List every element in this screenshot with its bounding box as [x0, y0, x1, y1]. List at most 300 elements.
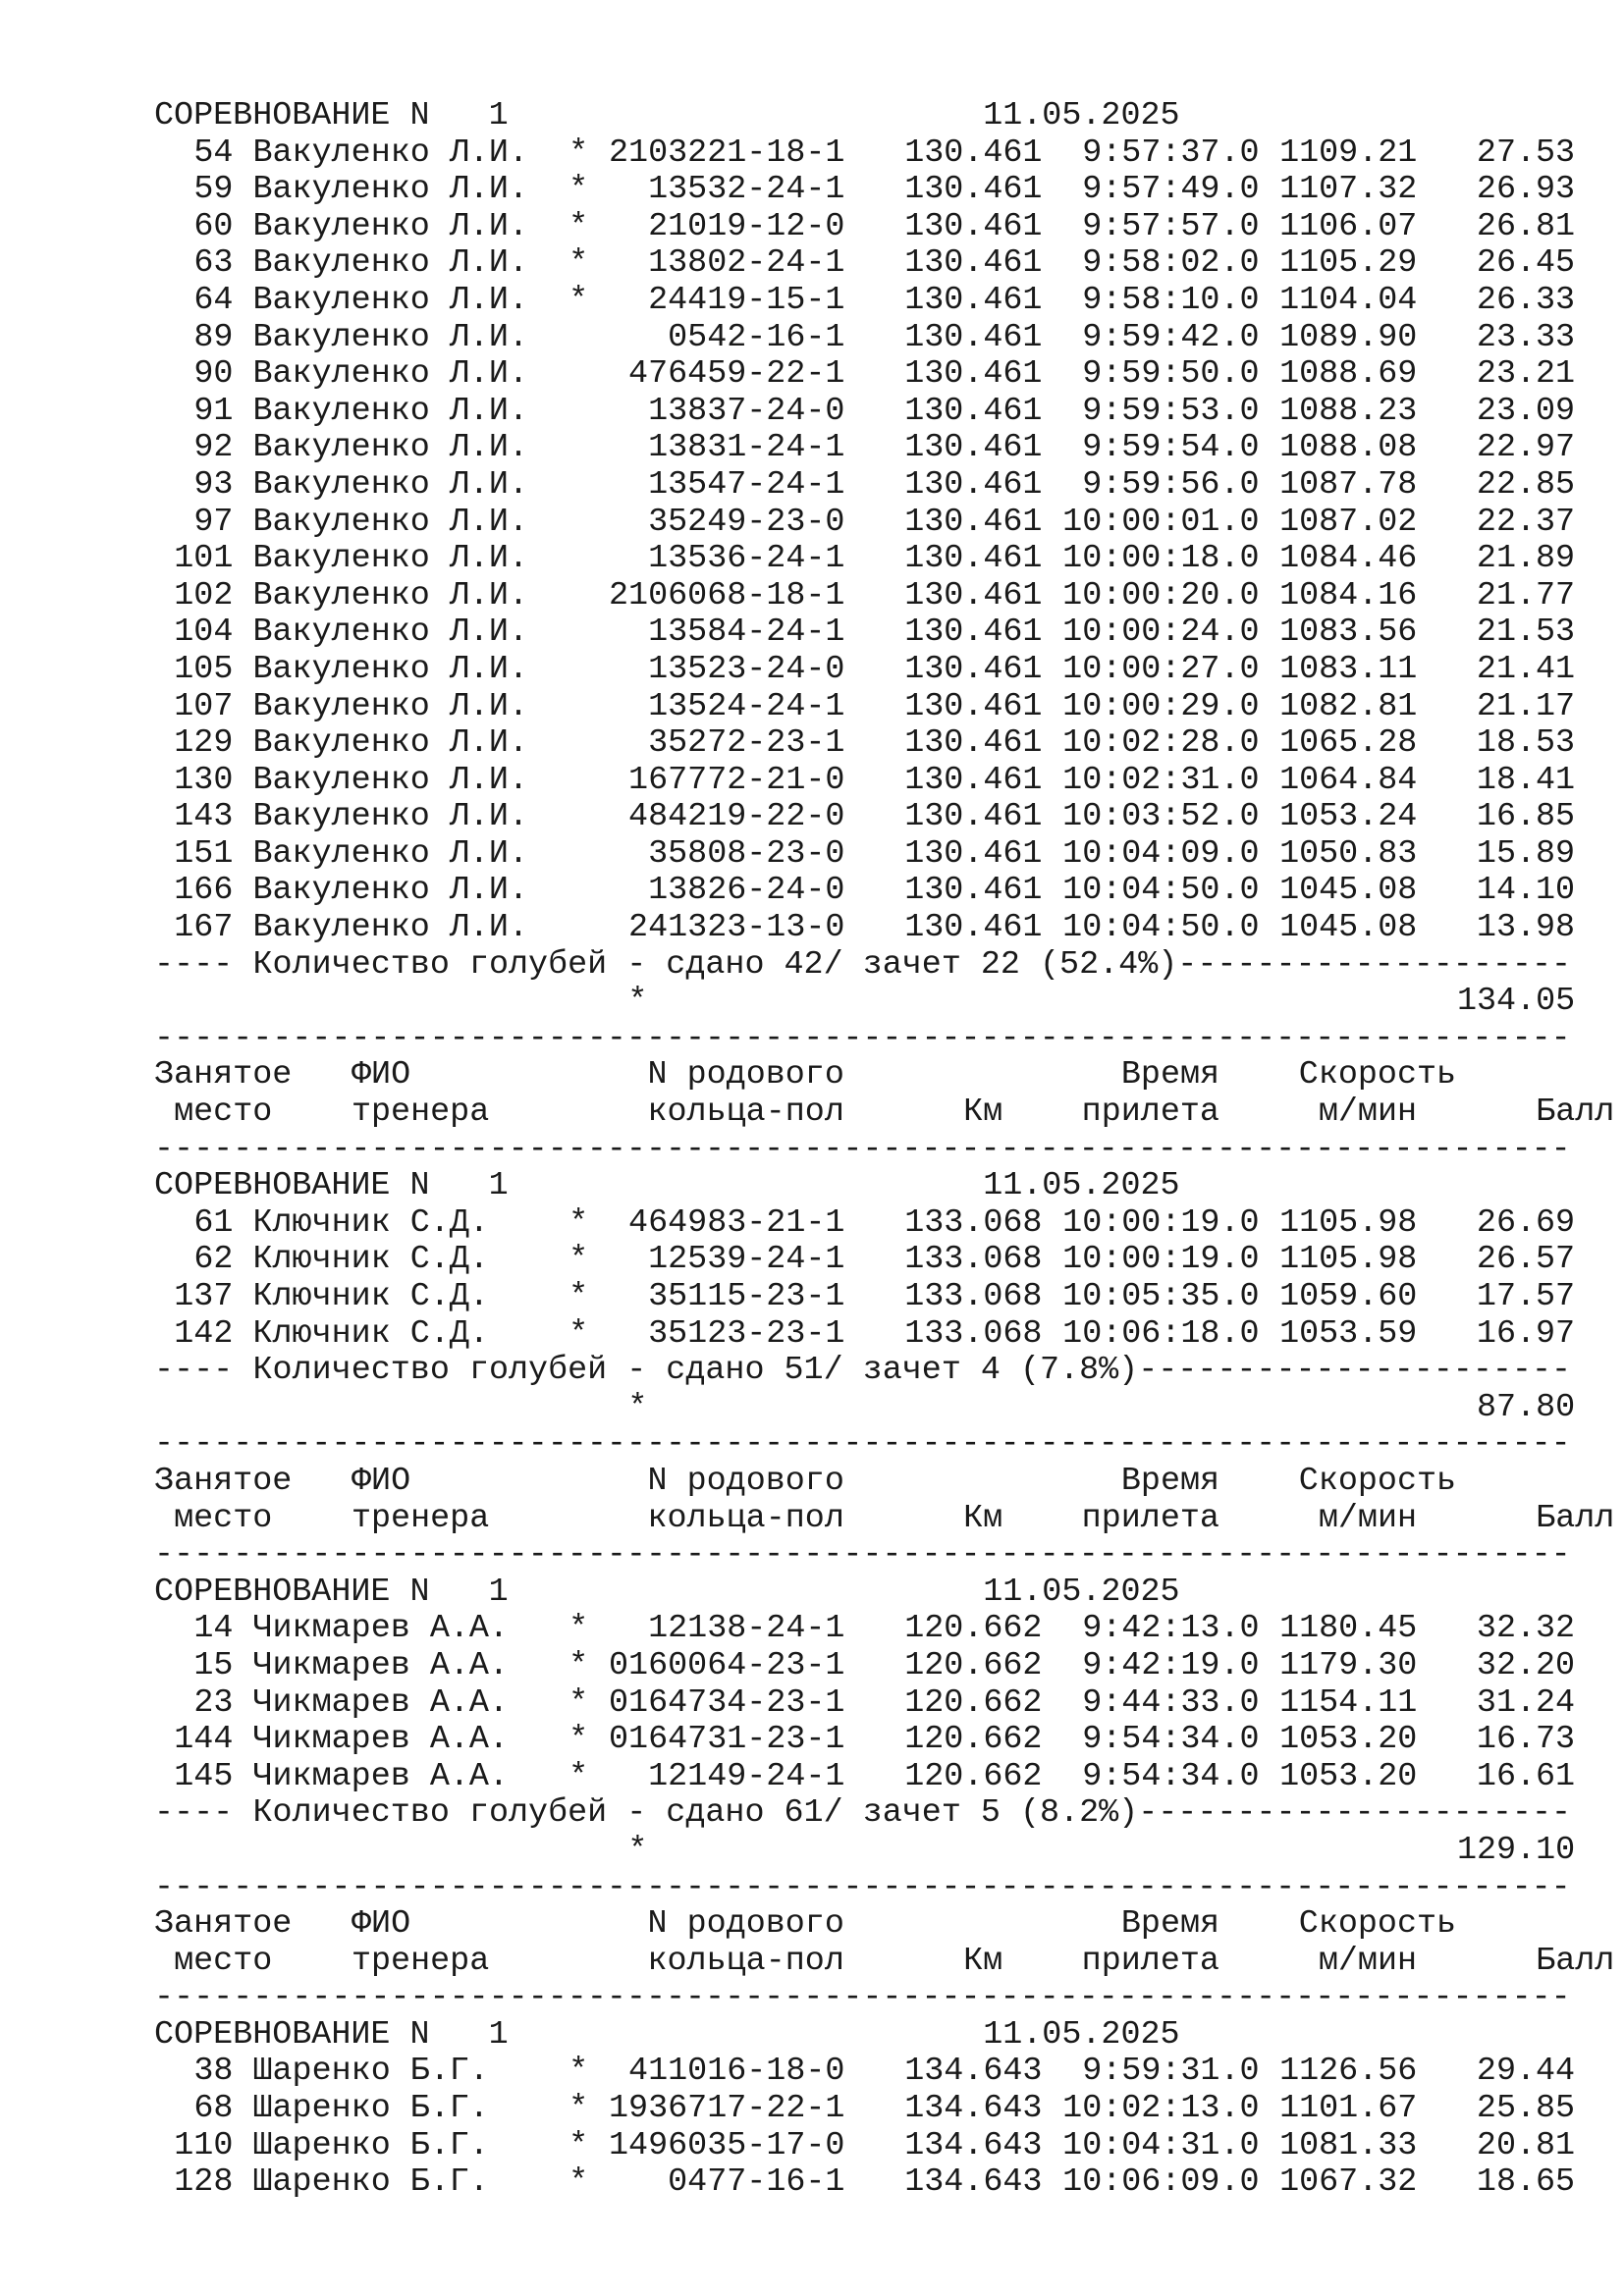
- points: 26.57: [1476, 1241, 1576, 1279]
- place: 60: [193, 207, 234, 245]
- star-mark: *: [568, 2163, 589, 2202]
- distance-km: 133.068: [904, 1314, 1043, 1353]
- distance-km: 133.068: [904, 1203, 1043, 1242]
- ring-number: 0164734-23-1: [609, 1683, 845, 1722]
- header-name: ФИО: [352, 1905, 411, 1944]
- arrival-time: 10:04:09.0: [1062, 834, 1260, 873]
- total-points: 87.80: [1476, 1388, 1576, 1426]
- speed: 1088.69: [1279, 355, 1418, 394]
- place: 104: [174, 614, 234, 652]
- arrival-time: 10:00:19.0: [1062, 1241, 1260, 1279]
- place: 102: [174, 576, 234, 614]
- result-row: [154, 1685, 1588, 1723]
- distance-km: 120.662: [904, 1610, 1043, 1648]
- separator-rule: ------------------------------------------------------------------------: [154, 1130, 1571, 1168]
- competition-line: [154, 1575, 1588, 1612]
- summary-text: Количество голубей - сдано 61/ зачет 5 (8.2%): [252, 1794, 1139, 1833]
- result-row: [154, 2164, 1588, 2202]
- result-row: [154, 1759, 1588, 1796]
- header-ring: N родового: [647, 1462, 844, 1500]
- star-mark: *: [568, 171, 589, 209]
- ring-number: 0477-16-1: [668, 2163, 845, 2202]
- ring-number: 0164731-23-1: [609, 1721, 845, 1759]
- trainer-name: Вакуленко Л.И.: [252, 392, 529, 430]
- speed: 1126.56: [1279, 2053, 1418, 2091]
- ring-number: 35808-23-0: [648, 834, 845, 873]
- arrival-time: 10:05:35.0: [1062, 1278, 1260, 1315]
- place: 93: [193, 465, 234, 504]
- trainer-name: Вакуленко Л.И.: [252, 909, 529, 947]
- distance-km: 120.662: [904, 1646, 1043, 1684]
- trainer-name: Вакуленко Л.И.: [252, 872, 529, 910]
- arrival-time: 9:58:10.0: [1082, 281, 1260, 319]
- header-place: место: [174, 1094, 273, 1132]
- competition-title: СОРЕВНОВАНИЕ N 1: [154, 97, 509, 134]
- place: 128: [174, 2163, 234, 2202]
- points: 29.44: [1476, 2053, 1576, 2091]
- speed: 1045.08: [1279, 909, 1418, 947]
- trainer-name: Вакуленко Л.И.: [252, 429, 529, 467]
- place: 68: [193, 2090, 234, 2128]
- total-points: 129.10: [1456, 1831, 1576, 1869]
- distance-km: 130.461: [904, 687, 1043, 725]
- result-row: [154, 689, 1588, 726]
- place: 23: [193, 1683, 234, 1722]
- arrival-time: 10:04:50.0: [1062, 909, 1260, 947]
- points: 16.61: [1476, 1757, 1576, 1795]
- summary-rule-left: ----: [154, 945, 253, 984]
- trainer-name: Вакуленко Л.И.: [252, 650, 529, 688]
- place: 167: [174, 909, 234, 947]
- result-row: [154, 578, 1588, 615]
- result-row: [154, 873, 1588, 910]
- trainer-name: Чикмарев А.А.: [252, 1757, 509, 1795]
- header-speed: м/мин: [1318, 1942, 1418, 1980]
- trainer-name: Вакуленко Л.И.: [252, 207, 529, 245]
- place: 61: [193, 1203, 234, 1242]
- distance-km: 130.461: [904, 318, 1043, 356]
- summary-rule-right: ----------------------: [1138, 1794, 1572, 1833]
- star-mark: *: [568, 2090, 589, 2128]
- trainer-name: Ключник С.Д.: [252, 1203, 489, 1242]
- place: 129: [174, 724, 234, 763]
- speed: 1065.28: [1279, 724, 1418, 763]
- result-row: [154, 394, 1588, 431]
- points: 20.81: [1476, 2126, 1576, 2164]
- speed: 1083.11: [1279, 650, 1418, 688]
- result-row: [154, 245, 1588, 283]
- ring-number: 484219-22-0: [628, 798, 845, 836]
- ring-number: 476459-22-1: [628, 355, 845, 394]
- arrival-time: 10:02:28.0: [1062, 724, 1260, 763]
- column-header-line-1: [154, 1906, 1588, 1944]
- trainer-name: Вакуленко Л.И.: [252, 798, 529, 836]
- header-name: ФИО: [352, 1056, 411, 1095]
- speed: 1088.23: [1279, 392, 1418, 430]
- header-name: тренера: [351, 1942, 490, 1980]
- place: 62: [193, 1241, 234, 1279]
- arrival-time: 9:44:33.0: [1082, 1683, 1260, 1722]
- result-row: [154, 763, 1588, 800]
- star-mark: *: [568, 1241, 589, 1279]
- speed: 1109.21: [1279, 133, 1418, 172]
- arrival-time: 10:00:01.0: [1062, 503, 1260, 541]
- competition-date: 11.05.2025: [983, 97, 1180, 134]
- column-header-line-2: [154, 1942, 1615, 1981]
- result-row: [154, 1316, 1588, 1354]
- competition-line: [154, 1168, 1588, 1205]
- star-mark: *: [568, 1721, 589, 1759]
- result-row: [154, 725, 1588, 763]
- distance-km: 130.461: [904, 392, 1043, 430]
- arrival-time: 9:42:13.0: [1082, 1610, 1260, 1648]
- place: 166: [174, 872, 234, 910]
- star-mark: *: [568, 1683, 589, 1722]
- arrival-time: 10:00:29.0: [1062, 687, 1260, 725]
- arrival-time: 10:04:31.0: [1062, 2126, 1260, 2164]
- points: 21.41: [1476, 650, 1576, 688]
- points: 27.53: [1476, 133, 1576, 172]
- header-name: ФИО: [352, 1462, 411, 1500]
- arrival-time: 10:00:24.0: [1062, 614, 1260, 652]
- points: 16.85: [1476, 798, 1576, 836]
- header-points: Балл: [1536, 1499, 1615, 1537]
- distance-km: 120.662: [904, 1757, 1043, 1795]
- distance-km: 120.662: [904, 1683, 1043, 1722]
- star-mark: *: [568, 244, 589, 283]
- result-row: [154, 1242, 1588, 1279]
- points: 26.81: [1476, 207, 1576, 245]
- ring-number: 2106068-18-1: [609, 576, 845, 614]
- header-ring: кольца-пол: [647, 1499, 844, 1537]
- result-row: [154, 799, 1588, 836]
- separator-rule: ------------------------------------------------------------------------: [154, 1536, 1571, 1575]
- summary-text: Количество голубей - сдано 42/ зачет 22 (52.4%): [252, 945, 1178, 984]
- distance-km: 130.461: [904, 614, 1043, 652]
- ring-number: 21019-12-0: [648, 207, 845, 245]
- star-mark: *: [568, 1314, 589, 1353]
- points: 26.93: [1476, 171, 1576, 209]
- ring-number: 13523-24-0: [648, 650, 845, 688]
- trainer-name: Вакуленко Л.И.: [252, 687, 529, 725]
- column-header-line-2: [154, 1094, 1615, 1132]
- ring-number: 13802-24-1: [648, 244, 845, 283]
- trainer-name: Вакуленко Л.И.: [252, 614, 529, 652]
- speed: 1053.59: [1279, 1314, 1418, 1353]
- summary-line: [154, 947, 1588, 985]
- speed: 1053.20: [1279, 1721, 1418, 1759]
- competition-line: [154, 2017, 1588, 2055]
- ring-number: 0542-16-1: [668, 318, 845, 356]
- result-row: [154, 283, 1588, 320]
- points: 32.32: [1476, 1610, 1576, 1648]
- trainer-name: Вакуленко Л.И.: [252, 503, 529, 541]
- speed: 1087.02: [1279, 503, 1418, 541]
- arrival-time: 9:59:31.0: [1082, 2053, 1260, 2091]
- speed: 1050.83: [1279, 834, 1418, 873]
- speed: 1059.60: [1279, 1278, 1418, 1315]
- header-place: Занятое: [154, 1462, 293, 1500]
- points: 21.53: [1476, 614, 1576, 652]
- distance-km: 134.643: [904, 2053, 1043, 2091]
- distance-km: 134.643: [904, 2126, 1043, 2164]
- distance-km: 130.461: [904, 503, 1043, 541]
- trainer-name: Чикмарев А.А.: [252, 1721, 509, 1759]
- total-line: [154, 984, 1588, 1021]
- result-row: [154, 1648, 1588, 1685]
- result-row: [154, 2128, 1588, 2165]
- distance-km: 133.068: [904, 1278, 1043, 1315]
- trainer-name: Ключник С.Д.: [252, 1278, 489, 1315]
- points: 31.24: [1476, 1683, 1576, 1722]
- place: 101: [174, 540, 234, 578]
- points: 16.97: [1476, 1314, 1576, 1353]
- distance-km: 130.461: [904, 171, 1043, 209]
- header-time: Время: [1120, 1462, 1220, 1500]
- speed: 1101.67: [1279, 2090, 1418, 2128]
- summary-text: Количество голубей - сдано 51/ зачет 4 (7.8%): [252, 1352, 1139, 1390]
- ring-number: 411016-18-0: [628, 2053, 845, 2091]
- distance-km: 130.461: [904, 244, 1043, 283]
- place: 89: [193, 318, 234, 356]
- speed: 1084.46: [1279, 540, 1418, 578]
- total-line: [154, 1833, 1588, 1870]
- place: 145: [174, 1757, 234, 1795]
- result-row: [154, 1611, 1588, 1648]
- ring-number: 12138-24-1: [648, 1610, 845, 1648]
- result-row: [154, 2054, 1588, 2091]
- speed: 1067.32: [1279, 2163, 1418, 2202]
- speed: 1081.33: [1279, 2126, 1418, 2164]
- points: 21.77: [1476, 576, 1576, 614]
- result-row: [154, 320, 1588, 357]
- trainer-name: Шаренко Б.Г.: [252, 2053, 489, 2091]
- trainer-name: Вакуленко Л.И.: [252, 576, 529, 614]
- distance-km: 130.461: [904, 724, 1043, 763]
- speed: 1088.08: [1279, 429, 1418, 467]
- total-star: *: [627, 1831, 648, 1869]
- distance-km: 130.461: [904, 761, 1043, 799]
- points: 15.89: [1476, 834, 1576, 873]
- ring-number: 0160064-23-1: [609, 1646, 845, 1684]
- arrival-time: 10:06:09.0: [1062, 2163, 1260, 2202]
- trainer-name: Чикмарев А.А.: [252, 1610, 509, 1648]
- trainer-name: Вакуленко Л.И.: [252, 834, 529, 873]
- header-place: место: [174, 1942, 273, 1980]
- summary-rule-right: --------------------: [1177, 945, 1572, 984]
- place: 54: [193, 133, 234, 172]
- points: 26.45: [1476, 244, 1576, 283]
- result-row: [154, 1722, 1588, 1759]
- arrival-time: 9:59:54.0: [1082, 429, 1260, 467]
- speed: 1045.08: [1279, 872, 1418, 910]
- total-star: *: [627, 1388, 648, 1426]
- place: 97: [193, 503, 234, 541]
- distance-km: 130.461: [904, 798, 1043, 836]
- total-points: 134.05: [1456, 983, 1576, 1021]
- header-place: Занятое: [154, 1905, 293, 1944]
- header-place: Занятое: [154, 1056, 293, 1095]
- arrival-time: 9:57:37.0: [1082, 133, 1260, 172]
- place: 143: [174, 798, 234, 836]
- distance-km: 130.461: [904, 540, 1043, 578]
- result-row: [154, 614, 1588, 652]
- star-mark: *: [568, 2053, 589, 2091]
- trainer-name: Чикмарев А.А.: [252, 1646, 509, 1684]
- arrival-time: 9:42:19.0: [1082, 1646, 1260, 1684]
- points: 21.17: [1476, 687, 1576, 725]
- header-time: Время: [1120, 1905, 1220, 1944]
- trainer-name: Вакуленко Л.И.: [252, 761, 529, 799]
- place: 144: [174, 1721, 234, 1759]
- ring-number: 167772-21-0: [628, 761, 845, 799]
- result-row: [154, 430, 1588, 467]
- speed: 1089.90: [1279, 318, 1418, 356]
- separator-rule: ------------------------------------------------------------------------: [154, 1425, 1571, 1464]
- speed: 1105.29: [1279, 244, 1418, 283]
- points: 16.73: [1476, 1721, 1576, 1759]
- header-speed: Скорость: [1298, 1056, 1457, 1095]
- column-header-line-1: [154, 1464, 1588, 1501]
- separator-rule: ------------------------------------------------------------------------: [154, 1019, 1571, 1057]
- speed: 1180.45: [1279, 1610, 1418, 1648]
- points: 22.85: [1476, 465, 1576, 504]
- header-time: прилета: [1081, 1942, 1219, 1980]
- distance-km: 130.461: [904, 576, 1043, 614]
- header-km: Км: [963, 1499, 1003, 1537]
- points: 17.57: [1476, 1278, 1576, 1315]
- distance-km: 130.461: [904, 429, 1043, 467]
- column-header-line-2: [154, 1499, 1615, 1538]
- ring-number: 13547-24-1: [648, 465, 845, 504]
- place: 64: [193, 281, 234, 319]
- star-mark: *: [568, 1646, 589, 1684]
- arrival-time: 9:59:50.0: [1082, 355, 1260, 394]
- ring-number: 12149-24-1: [648, 1757, 845, 1795]
- ring-number: 13536-24-1: [648, 540, 845, 578]
- points: 22.37: [1476, 503, 1576, 541]
- header-points: Балл: [1536, 1942, 1615, 1980]
- ring-number: 24419-15-1: [648, 281, 845, 319]
- ring-number: 13532-24-1: [648, 171, 845, 209]
- ring-number: 13584-24-1: [648, 614, 845, 652]
- header-place: место: [174, 1499, 273, 1537]
- trainer-name: Ключник С.Д.: [252, 1314, 489, 1353]
- ring-number: 13831-24-1: [648, 429, 845, 467]
- ring-number: 464983-21-1: [628, 1203, 845, 1242]
- points: 14.10: [1476, 872, 1576, 910]
- header-speed: Скорость: [1298, 1905, 1457, 1944]
- trainer-name: Вакуленко Л.И.: [252, 171, 529, 209]
- header-name: тренера: [351, 1499, 490, 1537]
- place: 137: [174, 1278, 234, 1315]
- place: 107: [174, 687, 234, 725]
- total-star: *: [627, 983, 648, 1021]
- star-mark: *: [568, 1610, 589, 1648]
- header-speed: Скорость: [1298, 1462, 1457, 1500]
- speed: 1087.78: [1279, 465, 1418, 504]
- result-row: [154, 2091, 1588, 2128]
- summary-line: [154, 1353, 1588, 1390]
- speed: 1154.11: [1279, 1683, 1418, 1722]
- speed: 1107.32: [1279, 171, 1418, 209]
- place: 142: [174, 1314, 234, 1353]
- arrival-time: 9:58:02.0: [1082, 244, 1260, 283]
- header-time: прилета: [1081, 1094, 1219, 1132]
- speed: 1106.07: [1279, 207, 1418, 245]
- speed: 1083.56: [1279, 614, 1418, 652]
- points: 23.09: [1476, 392, 1576, 430]
- result-row: [154, 652, 1588, 689]
- trainer-name: Вакуленко Л.И.: [252, 318, 529, 356]
- header-time: Время: [1120, 1056, 1220, 1095]
- place: 15: [193, 1646, 234, 1684]
- place: 110: [174, 2126, 234, 2164]
- trainer-name: Вакуленко Л.И.: [252, 281, 529, 319]
- result-row: [154, 135, 1588, 173]
- result-row: [154, 1279, 1588, 1316]
- star-mark: *: [568, 207, 589, 245]
- place: 14: [193, 1610, 234, 1648]
- ring-number: 35123-23-1: [648, 1314, 845, 1353]
- header-time: прилета: [1081, 1499, 1219, 1537]
- points: 23.33: [1476, 318, 1576, 356]
- ring-number: 35272-23-1: [648, 724, 845, 763]
- ring-number: 241323-13-0: [628, 909, 845, 947]
- result-row: [154, 172, 1588, 209]
- speed: 1104.04: [1279, 281, 1418, 319]
- place: 63: [193, 244, 234, 283]
- trainer-name: Вакуленко Л.И.: [252, 355, 529, 394]
- arrival-time: 9:59:56.0: [1082, 465, 1260, 504]
- ring-number: 35249-23-0: [648, 503, 845, 541]
- points: 13.98: [1476, 909, 1576, 947]
- trainer-name: Вакуленко Л.И.: [252, 724, 529, 763]
- competition-title: СОРЕВНОВАНИЕ N 1: [154, 1573, 509, 1611]
- arrival-time: 9:57:57.0: [1082, 207, 1260, 245]
- result-row: [154, 1205, 1588, 1243]
- separator-rule: ------------------------------------------------------------------------: [154, 1979, 1571, 2017]
- distance-km: 130.461: [904, 281, 1043, 319]
- ring-number: 12539-24-1: [648, 1241, 845, 1279]
- points: 21.89: [1476, 540, 1576, 578]
- trainer-name: Ключник С.Д.: [252, 1241, 489, 1279]
- points: 32.20: [1476, 1646, 1576, 1684]
- summary-rule-right: ----------------------: [1138, 1352, 1572, 1390]
- distance-km: 130.461: [904, 355, 1043, 394]
- speed: 1105.98: [1279, 1203, 1418, 1242]
- header-name: тренера: [351, 1094, 490, 1132]
- result-row: [154, 209, 1588, 246]
- result-row: [154, 356, 1588, 394]
- arrival-time: 9:57:49.0: [1082, 171, 1260, 209]
- points: 25.85: [1476, 2090, 1576, 2128]
- arrival-time: 9:54:34.0: [1082, 1757, 1260, 1795]
- result-row: [154, 541, 1588, 578]
- results-document: [154, 97, 1615, 2202]
- arrival-time: 9:59:42.0: [1082, 318, 1260, 356]
- trainer-name: Вакуленко Л.И.: [252, 133, 529, 172]
- trainer-name: Вакуленко Л.И.: [252, 244, 529, 283]
- arrival-time: 10:00:19.0: [1062, 1203, 1260, 1242]
- star-mark: *: [568, 2126, 589, 2164]
- speed: 1084.16: [1279, 576, 1418, 614]
- ring-number: 1496035-17-0: [609, 2126, 845, 2164]
- points: 18.65: [1476, 2163, 1576, 2202]
- header-points: Балл: [1536, 1094, 1615, 1132]
- trainer-name: Шаренко Б.Г.: [252, 2090, 489, 2128]
- competition-date: 11.05.2025: [983, 2015, 1180, 2054]
